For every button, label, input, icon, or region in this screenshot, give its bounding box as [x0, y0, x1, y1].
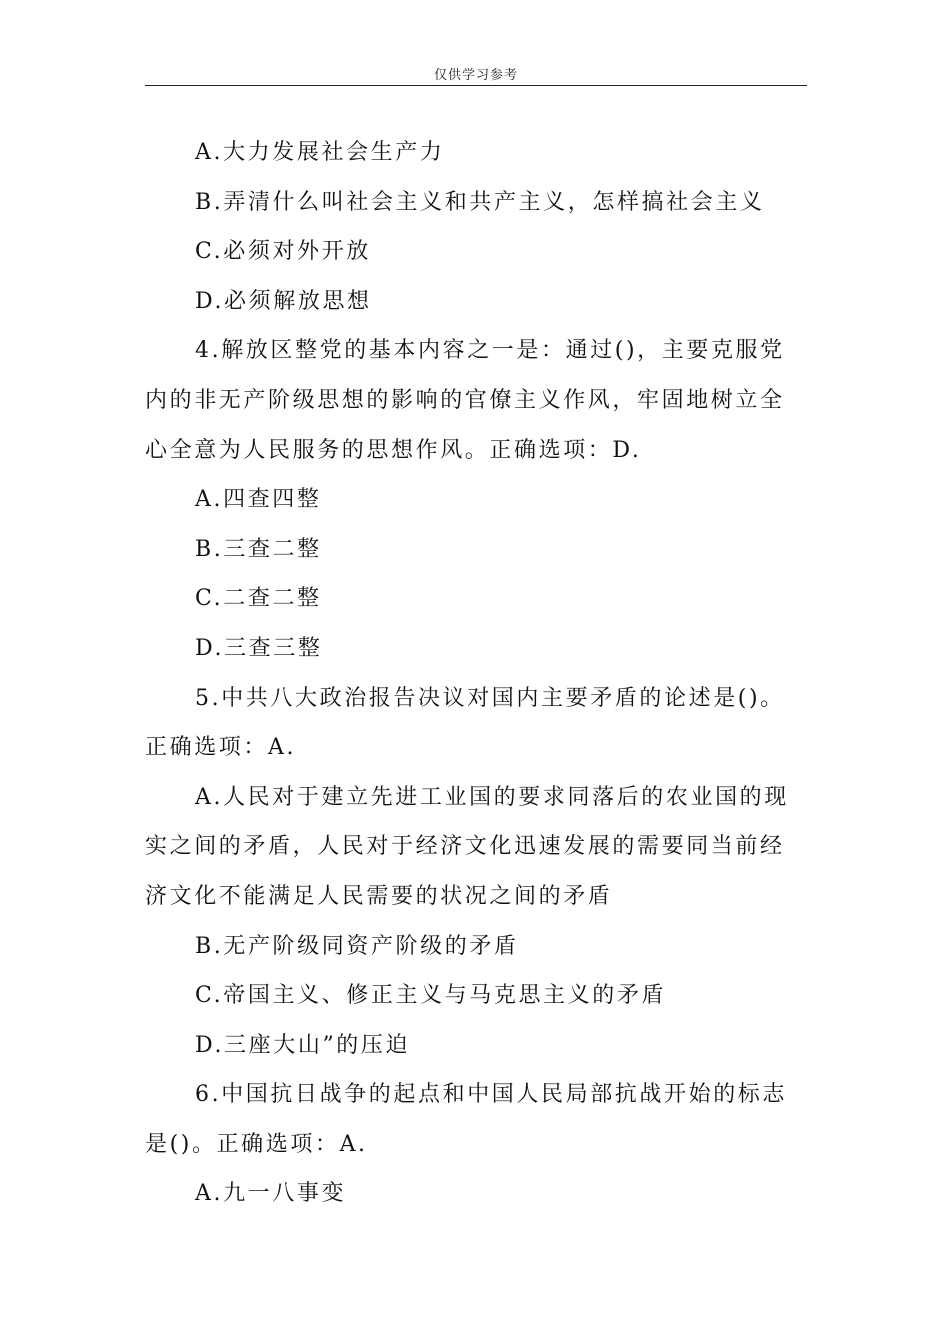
option-a-q6: A.九一八事变: [195, 1181, 347, 1207]
option-b-q3: B.弄清什么叫社会主义和共产主义，怎样搞社会主义: [195, 189, 765, 215]
option-c-q3: C.必须对外开放: [195, 239, 371, 265]
page-header: 仅供学习参考: [433, 68, 518, 83]
option-b-q4: B.三查二整: [195, 536, 322, 562]
option-c-q4: C.二查二整: [195, 586, 322, 612]
option-d-q4: D.三查三整: [195, 635, 323, 661]
question-5: 5.中共八大政治报告决议对国内主要矛盾的论述是()。正确选项：A.: [145, 685, 785, 761]
option-d-q5: D.三座大山”的压迫: [195, 1032, 411, 1058]
option-a-q5: A.人民对于建立先进工业国的要求同落后的农业国的现实之间的矛盾，人民对于经济文化迅速发展的需要同当前经济文化不能满足人民需要的状况之间的矛盾: [145, 784, 789, 909]
option-c-q5: C.帝国主义、修正主义与马克思主义的矛盾: [195, 983, 667, 1009]
question-4: 4.解放区整党的基本内容之一是：通过()，主要克服党内的非无产阶级思想的影响的官僚主义作风，牢固地树立全心全意为人民服务的思想作风。正确选项：D.: [145, 338, 785, 463]
header-rule: [145, 85, 807, 86]
option-d-q3: D.必须解放思想: [195, 288, 372, 314]
option-a-q3: A.大力发展社会生产力: [195, 140, 445, 165]
option-b-q5: B.无产阶级同资产阶级的矛盾: [195, 933, 519, 959]
document-body: [145, 128, 807, 1219]
option-a-q4: A.四查四整: [195, 487, 322, 513]
question-6: 6.中国抗日战争的起点和中国人民局部抗战开始的标志是()。正确选项：A.: [145, 1082, 787, 1157]
